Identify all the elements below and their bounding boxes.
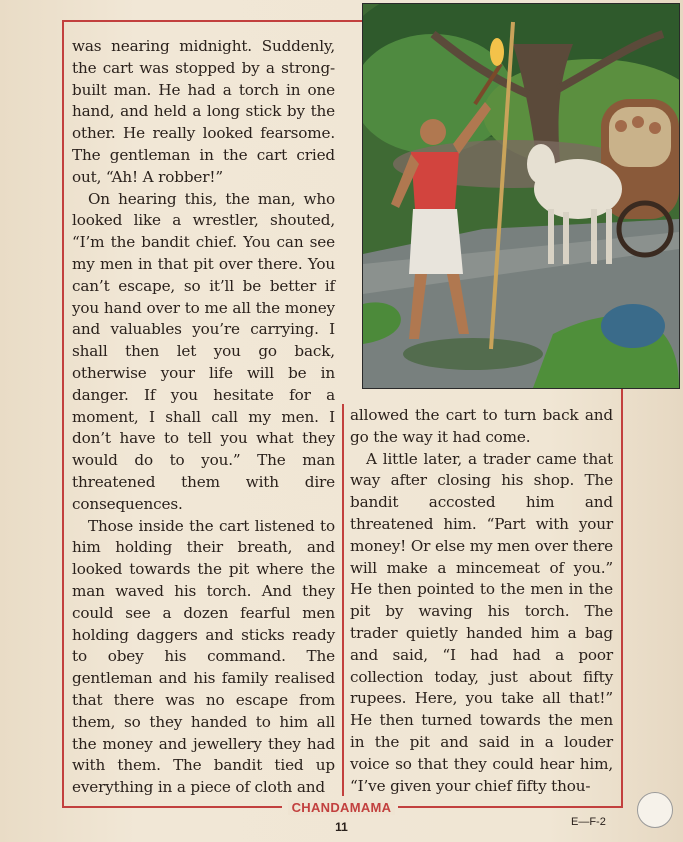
story-paragraph: A little later, a trader came that way after closing his shop. The bandit accosted him and threatened him. “Part with your money! Or else my men over there will make a mincemeat of you.” He then pointed to the men in the pit by waving his torch. The trader quietly handed him a bag and said, “I had had a poor collection today, just about fifty rupees. Here, you take all that!” He then turned towards the men in the pit and said in a louder voice so that they could hear him, “I’ve given your chief fifty thou- bbox=[350, 449, 613, 795]
library-stamp-icon bbox=[637, 792, 673, 828]
column-divider-line bbox=[342, 404, 344, 796]
magazine-title-footer bbox=[0, 800, 683, 815]
page-code: E—F-2 bbox=[571, 816, 606, 828]
story-text-left-column bbox=[72, 36, 335, 799]
story-illustration bbox=[362, 3, 680, 389]
frame-left-line bbox=[62, 20, 64, 808]
story-paragraph: Those inside the cart listened to him holding their breath, and looked towards the pit where the man waved his torch. And they could see a dozen fearful men holding daggers and sticks ready to obey his command. The gentleman and his family realised that there was no escape from them, so they handed to him all the money and jewellery they had with them. The bandit tied up everything in a piece of cloth and bbox=[72, 516, 335, 797]
magazine-name: CHANDAMAMA bbox=[288, 800, 396, 815]
frame-top-line bbox=[62, 20, 362, 22]
page-number: 11 bbox=[335, 820, 348, 834]
story-paragraph: was nearing midnight. Suddenly, the cart was stopped by a strong-built man. He had a torch in one hand, and held a long stick by the other. He really looked fearsome. The gentleman in the cart cried out, “Ah! A robber!” bbox=[72, 37, 335, 186]
story-text-right-column bbox=[350, 405, 613, 797]
bandit-and-bullock-cart-illustration bbox=[363, 4, 679, 388]
frame-right-line bbox=[621, 387, 623, 808]
story-paragraph: On hearing this, the man, who looked like a wrestler, shouted, “I’m the bandit chief. You can see my men in that pit over there. You can’t escape, so it’ll be better if you hand over to me all the money and valuables you’re carrying. I shall then let you go back, otherwise your life will be in danger. If you hesitate for a moment, I shall call my men. I don’t have to tell you what they would do to you.” The man threatened them with dire consequences. bbox=[72, 189, 335, 513]
story-paragraph: allowed the cart to turn back and go the way it had come. bbox=[350, 406, 613, 446]
